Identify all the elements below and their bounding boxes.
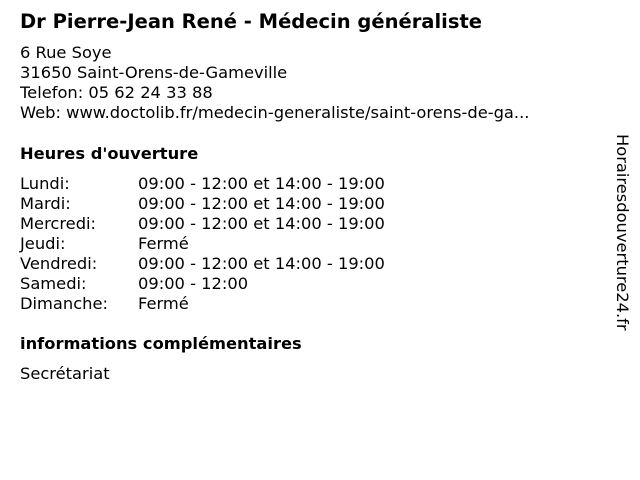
hours-value: 09:00 - 12:00 et 14:00 - 19:00 — [138, 174, 385, 193]
city-address: 31650 Saint-Orens-de-Gameville — [20, 63, 288, 82]
day-label: Mardi: — [20, 194, 71, 213]
hours-value: 09:00 - 12:00 et 14:00 - 19:00 — [138, 194, 385, 213]
hours-value: 09:00 - 12:00 et 14:00 - 19:00 — [138, 214, 385, 233]
day-label: Jeudi: — [20, 234, 66, 253]
hours-row-tuesday — [20, 194, 385, 214]
hours-value: Fermé — [138, 234, 189, 253]
hours-value: Fermé — [138, 294, 189, 313]
hours-value: 09:00 - 12:00 — [138, 274, 249, 293]
page-title: Dr Pierre-Jean René - Médecin généraliste — [20, 10, 482, 33]
info-heading: informations complémentaires — [20, 334, 302, 353]
day-label: Lundi: — [20, 174, 70, 193]
phone-number: Telefon: 05 62 24 33 88 — [20, 83, 213, 102]
hours-row-monday — [20, 174, 385, 194]
address-block — [20, 43, 529, 123]
hours-row-wednesday — [20, 214, 385, 234]
hours-row-sunday — [20, 294, 385, 314]
hours-row-thursday — [20, 234, 385, 254]
hours-row-saturday — [20, 274, 385, 294]
hours-row-friday — [20, 254, 385, 274]
opening-hours-table — [20, 174, 385, 314]
day-label: Mercredi: — [20, 214, 97, 233]
info-text: Secrétariat — [20, 364, 110, 383]
day-label: Dimanche: — [20, 294, 108, 313]
website-link: Web: www.doctolib.fr/medecin-generaliste/saint-orens-de-ga... — [20, 103, 530, 122]
day-label: Vendredi: — [20, 254, 98, 273]
hours-heading: Heures d'ouverture — [20, 144, 199, 163]
day-label: Samedi: — [20, 274, 87, 293]
street-address: 6 Rue Soye — [20, 43, 112, 62]
watermark-text: Horairesdouverture24.fr — [613, 134, 632, 331]
hours-value: 09:00 - 12:00 et 14:00 - 19:00 — [138, 254, 385, 273]
